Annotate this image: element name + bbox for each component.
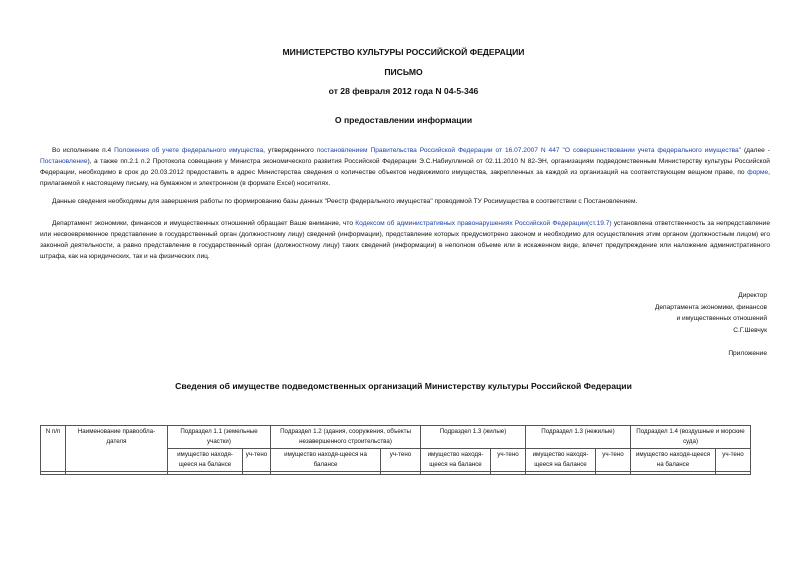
signature-department-cont: и имущественных отношений: [676, 315, 767, 322]
group-residential-header: Подраздел 1.3 (жилые): [421, 426, 526, 449]
signature-name: С.Г.Шевчук: [733, 326, 767, 334]
group-buildings-header: Подраздел 1.2 (здания, сооружения, объекты незавершенного строительства): [271, 426, 421, 449]
sub-accounted-header: уч-тено: [491, 449, 526, 472]
table-cell: [716, 472, 751, 475]
table-cell: [271, 472, 381, 475]
sub-accounted-header: уч-тено: [716, 449, 751, 472]
doc-type-heading: ПИСЬМО: [384, 67, 423, 77]
table-row: [41, 472, 751, 475]
p3-text-2: установлена ответственность за непредставление или несвоевременное представление в государственный орган (должностному лицу) сведений (информации), представление которых предусмотрено законом и необходимо для осуществления этим органом (должностным лицом) его законной деятельности, а равно представление в государственный орган (должностному лицу) таких сведений (информации) в неполном объеме или в искаженном виде, влечет предупреждение или наложение административного штрафа, как на юридических, так и на физических лиц.: [40, 220, 770, 260]
group-vessels-header: Подраздел 1.4 (воздушные и морские суда): [631, 426, 751, 449]
table-cell: [66, 472, 168, 475]
link-form[interactable]: форме: [747, 169, 769, 176]
appendix-label: Приложение: [728, 350, 767, 357]
table-cell: [41, 472, 66, 475]
link-article-19-7[interactable]: (ст.19.7): [586, 220, 612, 227]
link-admin-code[interactable]: Кодексом об административных правонарушениях Российской Федерации: [355, 220, 587, 227]
table-cell: [596, 472, 631, 475]
group-nonresidential-header: Подраздел 1.3 (нежилые): [526, 426, 631, 449]
p1-text-1: Во исполнение п.4: [52, 147, 115, 154]
table-cell: [631, 472, 716, 475]
sub-accounted-header: уч-тено: [381, 449, 421, 472]
p1-text-5: , прилагаемой к настоящему письму, на бумажном и электронном (в формате Excel) носителях.: [40, 169, 770, 187]
subject-heading: О предоставлении информации: [334, 115, 473, 125]
p1-text-2: , утвержденного: [263, 147, 317, 154]
signature-block: [655, 290, 767, 336]
p1-text-3: (далее -: [741, 147, 770, 154]
sub-balance-header: имущество находя-щееся на балансе: [631, 449, 716, 472]
appendix-title: Сведения об имуществе подведомственных организаций Министерству культуры Российской Федерации: [175, 381, 632, 391]
table-cell: [421, 472, 491, 475]
col-number-header: N п/п: [41, 426, 66, 472]
table-header-row: [41, 426, 751, 449]
link-decree-short[interactable]: Постановление: [40, 158, 88, 165]
table-cell: [381, 472, 421, 475]
sub-balance-header: имущество находя-щееся на балансе: [421, 449, 491, 472]
col-owner-header: Наименование правообла-дателя: [66, 426, 168, 472]
p1-text-4: ), а также пп.2.1 п.2 Протокола совещания у Министра экономического развития Российской Федерации Э.С.Набиуллиной от 02.11.2010 N 82-ЭН, организациям подведомственным Министерству культуры Российской Федерации, необходимо в срок до 20.03.2012 предоставить в адрес Министерства сведения о количестве объектов недвижимого имущества, закрепленных за каждой из организаций на соответствующем вещном праве, по: [40, 158, 770, 176]
link-government-decree[interactable]: постановлением Правительства Российской Федерации от 16.07.2007 N 447 "О совершенствовании учета федерального имущества": [316, 147, 742, 154]
property-table: [40, 425, 751, 475]
p3-text-1: Департамент экономики, финансов и имущественных отношений обращает Ваше внимание, что: [52, 220, 356, 227]
table-cell: [243, 472, 271, 475]
table-cell: [168, 472, 243, 475]
table-cell: [526, 472, 596, 475]
ministry-heading: МИНИСТЕРСТВО КУЛЬТУРЫ РОССИЙСКОЙ ФЕДЕРАЦИИ: [282, 47, 525, 57]
link-regulation[interactable]: Положения об учете федерального имущества: [114, 147, 264, 154]
paragraph-1: [40, 145, 770, 189]
date-number-heading: от 28 февраля 2012 года N 04-5-346: [328, 86, 479, 96]
sub-balance-header: имущество находя-щееся на балансе: [168, 449, 243, 472]
signature-title: Директор: [738, 292, 767, 299]
signature-department: Департамента экономики, финансов: [654, 303, 767, 311]
group-land-header: Подраздел 1.1 (земельные участки): [168, 426, 271, 449]
sub-balance-header: имущество находя-щееся на балансе: [271, 449, 381, 472]
sub-balance-header: имущество находя-щееся на балансе: [526, 449, 596, 472]
sub-accounted-header: уч-тено: [596, 449, 631, 472]
table-cell: [491, 472, 526, 475]
paragraph-2: Данные сведения необходимы для завершения работы по формированию базы данных "Реестр федерального имущества" проводимой ТУ Росимущества в соответствии с Постановлением.: [52, 198, 638, 205]
paragraph-3: [40, 218, 770, 262]
sub-accounted-header: уч-тено: [243, 449, 271, 472]
